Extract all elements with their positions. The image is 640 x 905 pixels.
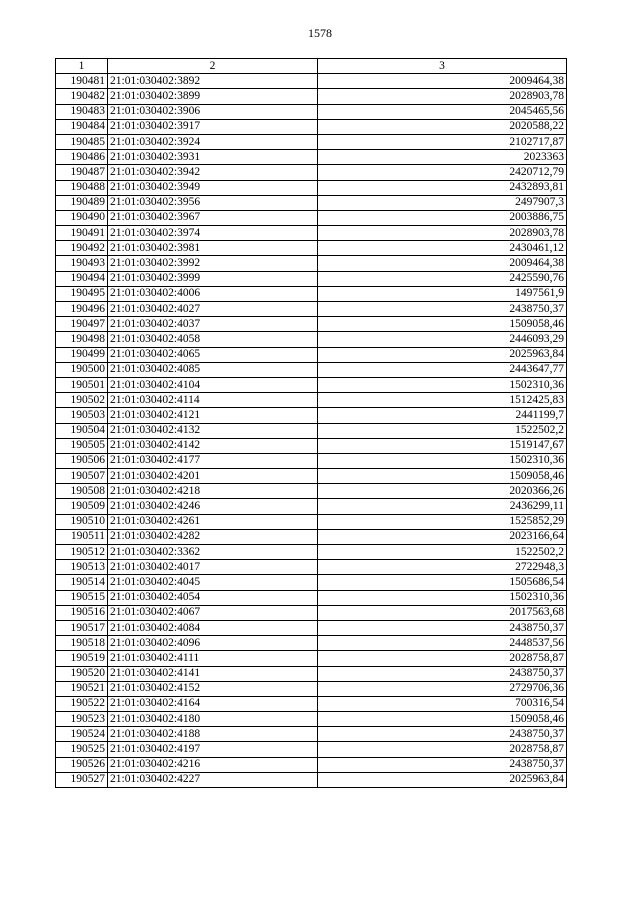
value-cell: 2420712,79 — [318, 165, 567, 180]
table-row — [56, 757, 567, 772]
row-number-cell: 190516 — [56, 605, 108, 620]
cadastral-number-cell: 21:01:030402:3924 — [108, 134, 318, 149]
row-number-cell: 190495 — [56, 286, 108, 301]
row-number-cell: 190522 — [56, 696, 108, 711]
cadastral-number-cell: 21:01:030402:4152 — [108, 681, 318, 696]
row-number-cell: 190481 — [56, 74, 108, 89]
cadastral-number-cell: 21:01:030402:4017 — [108, 560, 318, 575]
row-number-cell: 190502 — [56, 393, 108, 408]
cadastral-number-cell: 21:01:030402:4111 — [108, 651, 318, 666]
row-number-cell: 190520 — [56, 666, 108, 681]
row-number-cell: 190524 — [56, 727, 108, 742]
value-cell: 2028758,87 — [318, 651, 567, 666]
value-cell: 2025963,84 — [318, 347, 567, 362]
table-row — [56, 286, 567, 301]
row-number-cell: 190491 — [56, 226, 108, 241]
row-number-cell: 190517 — [56, 620, 108, 635]
row-number-cell: 190527 — [56, 772, 108, 787]
value-cell: 2729706,36 — [318, 681, 567, 696]
value-cell: 2441199,7 — [318, 408, 567, 423]
cadastral-number-cell: 21:01:030402:4084 — [108, 620, 318, 635]
table-row — [56, 696, 567, 711]
cadastral-number-cell: 21:01:030402:4027 — [108, 302, 318, 317]
value-cell: 2025963,84 — [318, 772, 567, 787]
table-row — [56, 119, 567, 134]
row-number-cell: 190515 — [56, 590, 108, 605]
table-row — [56, 134, 567, 149]
cadastral-number-cell: 21:01:030402:4065 — [108, 347, 318, 362]
page-number: 1578 — [308, 26, 332, 40]
row-number-cell: 190496 — [56, 302, 108, 317]
table-row — [56, 332, 567, 347]
value-cell: 2448537,56 — [318, 636, 567, 651]
row-number-cell: 190487 — [56, 165, 108, 180]
cadastral-number-cell: 21:01:030402:4201 — [108, 469, 318, 484]
value-cell: 2432893,81 — [318, 180, 567, 195]
table-row — [56, 104, 567, 119]
table-row — [56, 180, 567, 195]
value-cell: 1512425,83 — [318, 393, 567, 408]
row-number-cell: 190512 — [56, 545, 108, 560]
value-cell: 1497561,9 — [318, 286, 567, 301]
value-cell: 2497907,3 — [318, 195, 567, 210]
cadastral-number-cell: 21:01:030402:4188 — [108, 727, 318, 742]
row-number-cell: 190521 — [56, 681, 108, 696]
row-number-cell: 190490 — [56, 210, 108, 225]
table-row — [56, 772, 567, 787]
value-cell: 1502310,36 — [318, 590, 567, 605]
row-number-cell: 190489 — [56, 195, 108, 210]
table-row — [56, 484, 567, 499]
table-header-row — [56, 59, 567, 74]
row-number-cell: 190523 — [56, 712, 108, 727]
cadastral-number-cell: 21:01:030402:3917 — [108, 119, 318, 134]
row-number-cell: 190500 — [56, 362, 108, 377]
table-row — [56, 347, 567, 362]
value-cell: 2009464,38 — [318, 256, 567, 271]
cadastral-number-cell: 21:01:030402:4006 — [108, 286, 318, 301]
value-cell: 2023363 — [318, 150, 567, 165]
row-number-cell: 190503 — [56, 408, 108, 423]
cadastral-number-cell: 21:01:030402:4096 — [108, 636, 318, 651]
table-row — [56, 438, 567, 453]
cadastral-number-cell: 21:01:030402:3892 — [108, 74, 318, 89]
table-row — [56, 317, 567, 332]
value-cell: 1519147,67 — [318, 438, 567, 453]
cadastral-number-cell: 21:01:030402:4037 — [108, 317, 318, 332]
table-row — [56, 195, 567, 210]
table-row — [56, 666, 567, 681]
value-cell: 2438750,37 — [318, 302, 567, 317]
cadastral-number-cell: 21:01:030402:3942 — [108, 165, 318, 180]
row-number-cell: 190507 — [56, 469, 108, 484]
cadastral-number-cell: 21:01:030402:4164 — [108, 696, 318, 711]
cadastral-number-cell: 21:01:030402:4104 — [108, 377, 318, 392]
value-cell: 1502310,36 — [318, 453, 567, 468]
row-number-cell: 190482 — [56, 89, 108, 104]
table-row — [56, 469, 567, 484]
value-cell: 2425590,76 — [318, 271, 567, 286]
value-cell: 1505686,54 — [318, 575, 567, 590]
row-number-cell: 190501 — [56, 377, 108, 392]
cadastral-number-cell: 21:01:030402:4045 — [108, 575, 318, 590]
row-number-cell: 190497 — [56, 317, 108, 332]
table-row — [56, 605, 567, 620]
value-cell: 2028903,78 — [318, 89, 567, 104]
value-cell: 2102717,87 — [318, 134, 567, 149]
row-number-cell: 190509 — [56, 499, 108, 514]
table-row — [56, 575, 567, 590]
value-cell: 2003886,75 — [318, 210, 567, 225]
row-number-cell: 190486 — [56, 150, 108, 165]
column-header-2: 2 — [108, 59, 318, 74]
table-row — [56, 423, 567, 438]
row-number-cell: 190505 — [56, 438, 108, 453]
value-cell: 1509058,46 — [318, 317, 567, 332]
cadastral-number-cell: 21:01:030402:4142 — [108, 438, 318, 453]
cadastral-number-cell: 21:01:030402:4197 — [108, 742, 318, 757]
cadastral-number-cell: 21:01:030402:4216 — [108, 757, 318, 772]
row-number-cell: 190506 — [56, 453, 108, 468]
cadastral-number-cell: 21:01:030402:3999 — [108, 271, 318, 286]
row-number-cell: 190504 — [56, 423, 108, 438]
cadastral-number-cell: 21:01:030402:4282 — [108, 529, 318, 544]
table-row — [56, 241, 567, 256]
value-cell: 1525852,29 — [318, 514, 567, 529]
cadastral-number-cell: 21:01:030402:4085 — [108, 362, 318, 377]
row-number-cell: 190498 — [56, 332, 108, 347]
table-body — [56, 74, 567, 788]
row-number-cell: 190499 — [56, 347, 108, 362]
value-cell: 2020588,22 — [318, 119, 567, 134]
table-row — [56, 514, 567, 529]
value-cell: 1522502,2 — [318, 545, 567, 560]
row-number-cell: 190492 — [56, 241, 108, 256]
cadastral-number-cell: 21:01:030402:3906 — [108, 104, 318, 119]
column-header-3: 3 — [318, 59, 567, 74]
table-row — [56, 636, 567, 651]
table-row — [56, 210, 567, 225]
row-number-cell: 190525 — [56, 742, 108, 757]
row-number-cell: 190508 — [56, 484, 108, 499]
value-cell: 1502310,36 — [318, 377, 567, 392]
value-cell: 2438750,37 — [318, 727, 567, 742]
row-number-cell: 190493 — [56, 256, 108, 271]
cadastral-number-cell: 21:01:030402:4114 — [108, 393, 318, 408]
cadastral-number-cell: 21:01:030402:4177 — [108, 453, 318, 468]
row-number-cell: 190526 — [56, 757, 108, 772]
table-row — [56, 89, 567, 104]
cadastral-number-cell: 21:01:030402:4246 — [108, 499, 318, 514]
cadastral-number-cell: 21:01:030402:4132 — [108, 423, 318, 438]
table-row — [56, 165, 567, 180]
cadastral-number-cell: 21:01:030402:4058 — [108, 332, 318, 347]
value-cell: 2722948,3 — [318, 560, 567, 575]
row-number-cell: 190511 — [56, 529, 108, 544]
value-cell: 2438750,37 — [318, 666, 567, 681]
table-row — [56, 529, 567, 544]
table-row — [56, 74, 567, 89]
cadastral-number-cell: 21:01:030402:3956 — [108, 195, 318, 210]
row-number-cell: 190514 — [56, 575, 108, 590]
value-cell: 2028903,78 — [318, 226, 567, 241]
value-cell: 2438750,37 — [318, 620, 567, 635]
cadastral-number-cell: 21:01:030402:4180 — [108, 712, 318, 727]
table-row — [56, 271, 567, 286]
registry-table — [55, 58, 567, 788]
cadastral-number-cell: 21:01:030402:3974 — [108, 226, 318, 241]
table-row — [56, 362, 567, 377]
row-number-cell: 190518 — [56, 636, 108, 651]
table-row — [56, 499, 567, 514]
row-number-cell: 190510 — [56, 514, 108, 529]
table-row — [56, 393, 567, 408]
table-row — [56, 727, 567, 742]
row-number-cell: 190488 — [56, 180, 108, 195]
value-cell: 2009464,38 — [318, 74, 567, 89]
value-cell: 2430461,12 — [318, 241, 567, 256]
cadastral-number-cell: 21:01:030402:4218 — [108, 484, 318, 499]
table-row — [56, 590, 567, 605]
table-row — [56, 620, 567, 635]
table-row — [56, 256, 567, 271]
value-cell: 1522502,2 — [318, 423, 567, 438]
table-row — [56, 681, 567, 696]
cadastral-number-cell: 21:01:030402:3967 — [108, 210, 318, 225]
cadastral-number-cell: 21:01:030402:4261 — [108, 514, 318, 529]
cadastral-number-cell: 21:01:030402:4054 — [108, 590, 318, 605]
cadastral-number-cell: 21:01:030402:4227 — [108, 772, 318, 787]
table-row — [56, 742, 567, 757]
column-header-1: 1 — [56, 59, 108, 74]
value-cell: 2017563,68 — [318, 605, 567, 620]
value-cell: 2028758,87 — [318, 742, 567, 757]
cadastral-number-cell: 21:01:030402:4141 — [108, 666, 318, 681]
cadastral-number-cell: 21:01:030402:4067 — [108, 605, 318, 620]
value-cell: 2446093,29 — [318, 332, 567, 347]
value-cell: 2020366,26 — [318, 484, 567, 499]
row-number-cell: 190484 — [56, 119, 108, 134]
value-cell: 2443647,77 — [318, 362, 567, 377]
row-number-cell: 190485 — [56, 134, 108, 149]
cadastral-number-cell: 21:01:030402:3931 — [108, 150, 318, 165]
table-row — [56, 712, 567, 727]
value-cell: 2045465,56 — [318, 104, 567, 119]
cadastral-number-cell: 21:01:030402:3949 — [108, 180, 318, 195]
row-number-cell: 190513 — [56, 560, 108, 575]
table-row — [56, 651, 567, 666]
table-row — [56, 302, 567, 317]
cadastral-number-cell: 21:01:030402:4121 — [108, 408, 318, 423]
row-number-cell: 190519 — [56, 651, 108, 666]
cadastral-number-cell: 21:01:030402:3981 — [108, 241, 318, 256]
table-row — [56, 408, 567, 423]
value-cell: 2023166,64 — [318, 529, 567, 544]
value-cell: 1509058,46 — [318, 712, 567, 727]
value-cell: 2436299,11 — [318, 499, 567, 514]
value-cell: 700316,54 — [318, 696, 567, 711]
table-row — [56, 150, 567, 165]
cadastral-number-cell: 21:01:030402:3992 — [108, 256, 318, 271]
cadastral-number-cell: 21:01:030402:3362 — [108, 545, 318, 560]
row-number-cell: 190494 — [56, 271, 108, 286]
table-row — [56, 377, 567, 392]
table-row — [56, 545, 567, 560]
table-row — [56, 226, 567, 241]
cadastral-number-cell: 21:01:030402:3899 — [108, 89, 318, 104]
value-cell: 1509058,46 — [318, 469, 567, 484]
row-number-cell: 190483 — [56, 104, 108, 119]
value-cell: 2438750,37 — [318, 757, 567, 772]
table-row — [56, 453, 567, 468]
table-row — [56, 560, 567, 575]
